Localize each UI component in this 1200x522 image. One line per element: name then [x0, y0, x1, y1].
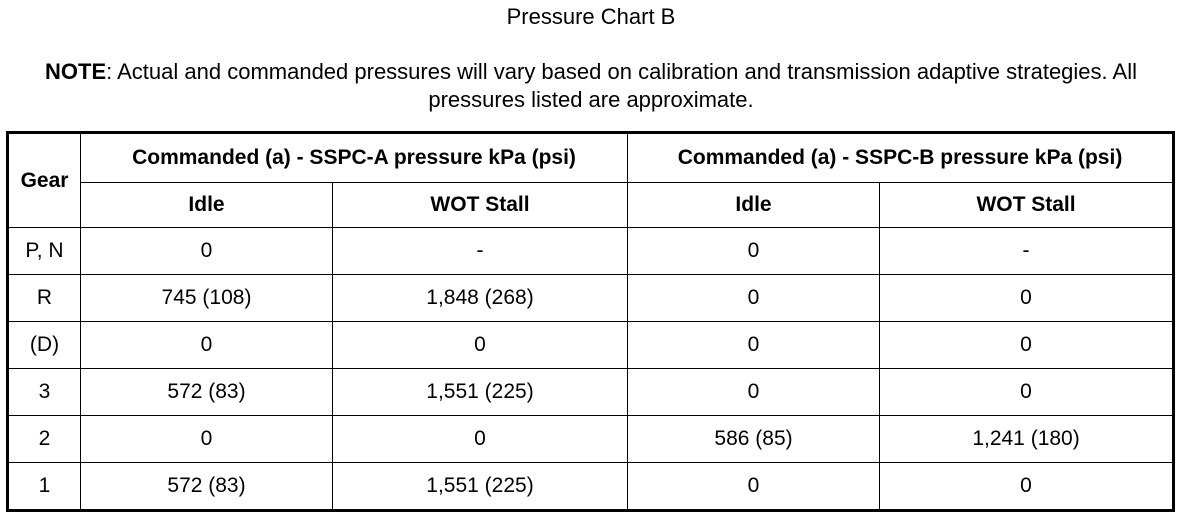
sspc-b-idle-cell: 586 (85)	[628, 416, 880, 463]
sspc-b-idle-cell: 0	[628, 228, 880, 275]
table-row	[8, 322, 1174, 369]
sspc-b-idle-header: Idle	[628, 183, 880, 228]
sspc-b-idle-cell: 0	[628, 322, 880, 369]
sspc-a-wot-cell: 1,848 (268)	[333, 275, 628, 322]
sspc-b-group-header: Commanded (a) - SSPC-B pressure kPa (psi)	[628, 133, 1174, 183]
sspc-b-wot-stall-header: WOT Stall	[880, 183, 1174, 228]
gear-cell: 1	[8, 463, 81, 511]
sspc-a-group-header: Commanded (a) - SSPC-A pressure kPa (psi)	[81, 133, 628, 183]
note-label: NOTE	[45, 59, 107, 84]
sspc-b-idle-cell: 0	[628, 463, 880, 511]
gear-cell: P, N	[8, 228, 81, 275]
sspc-a-idle-cell: 0	[81, 228, 333, 275]
table-header-row-groups	[8, 133, 1174, 183]
table-row	[8, 369, 1174, 416]
gear-cell: R	[8, 275, 81, 322]
sspc-a-idle-cell: 0	[81, 416, 333, 463]
table-row	[8, 275, 1174, 322]
sspc-a-wot-cell: -	[333, 228, 628, 275]
pressure-table	[6, 131, 1175, 512]
sspc-b-wot-cell: 0	[880, 322, 1174, 369]
table-row	[8, 416, 1174, 463]
sspc-a-wot-cell: 0	[333, 322, 628, 369]
sspc-b-wot-cell: -	[880, 228, 1174, 275]
sspc-a-idle-cell: 0	[81, 322, 333, 369]
gear-cell: (D)	[8, 322, 81, 369]
sspc-a-wot-cell: 1,551 (225)	[333, 369, 628, 416]
sspc-b-idle-cell: 0	[628, 275, 880, 322]
sspc-b-wot-cell: 0	[880, 275, 1174, 322]
sspc-a-idle-cell: 745 (108)	[81, 275, 333, 322]
sspc-a-wot-cell: 1,551 (225)	[333, 463, 628, 511]
sspc-a-idle-cell: 572 (83)	[81, 369, 333, 416]
sspc-b-idle-cell: 0	[628, 369, 880, 416]
chart-title: Pressure Chart B	[506, 4, 676, 29]
table-row	[8, 228, 1174, 275]
sspc-b-wot-cell: 0	[880, 463, 1174, 511]
sspc-a-wot-cell: 0	[333, 416, 628, 463]
sspc-b-wot-cell: 0	[880, 369, 1174, 416]
gear-cell: 2	[8, 416, 81, 463]
sspc-a-wot-stall-header: WOT Stall	[333, 183, 628, 228]
sspc-a-idle-cell: 572 (83)	[81, 463, 333, 511]
table-header-row-conditions	[8, 183, 1174, 228]
note-paragraph	[40, 58, 1142, 114]
gear-cell: 3	[8, 369, 81, 416]
sspc-b-wot-cell: 1,241 (180)	[880, 416, 1174, 463]
sspc-a-idle-header: Idle	[81, 183, 333, 228]
table-row	[8, 463, 1174, 511]
note-text: : Actual and commanded pressures will vary based on calibration and transmission adaptive strategies. All pressures listed are approximate.	[106, 59, 1137, 112]
gear-column-header: Gear	[8, 133, 81, 228]
